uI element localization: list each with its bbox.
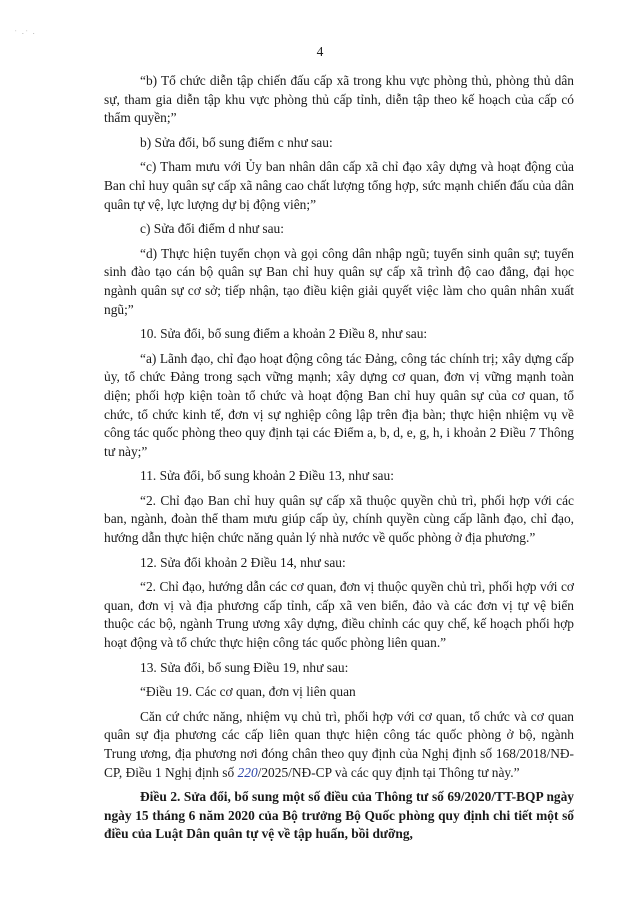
item-13-heading: 13. Sửa đổi, bổ sung Điều 19, như sau: [140,659,349,675]
handwritten-decree-number: 220 [237,764,258,780]
article-19-text-after: /2025/NĐ-CP và các quy định tại Thông tư này.” [257,764,520,780]
item-10-quote: “a) Lãnh đạo, chỉ đạo hoạt động công tác Đảng, công tác chính trị; xây dựng cấp ủy, tổ chức Đảng trong sạch vững mạnh; xây dựng cơ quan, đơn vị vững mạnh toàn diện; phối hợp kiện toàn tổ chức và hoạt động Ban chỉ huy quân sự của cơ quan, tổ chức, tổ chức kinh tế, đơn vị sự nghiệp công lập trên địa bàn; thực hiện nhiệm vụ về công tác quốc phòng theo quy định tại các Điểm a, b, d, e, g, h, i khoản 2 Điều 7 Thông tư này;” [104,350,574,459]
item-11-heading: 11. Sửa đổi, bổ sung khoản 2 Điều 13, như sau: [140,468,394,484]
item-12-heading: 12. Sửa đổi khoản 2 Điều 14, như sau: [140,554,346,570]
page-number: 4 [316,44,324,59]
paragraph-c-amend: c) Sửa đổi điểm d như sau: [140,221,284,237]
item-11-quote: “2. Chỉ đạo Ban chỉ huy quân sự cấp xã thuộc quyền chủ trì, phối hợp với các ban, ngành, đoàn thể tham mưu giúp cấp ủy, chính quyền cùng cấp lãnh đạo, chỉ đạo, hướng dẫn thực hiện chức năng quản lý nhà nước về quốc phòng ở địa phương.” [104,492,574,546]
article-19-text-before: Căn cứ chức năng, nhiệm vụ chủ trì, phối hợp với cơ quan, tổ chức và cơ quan quân sự địa phương các cấp liên quan thực hiện công tác quốc phòng ở bộ, ngành Trung ương, địa phương nơi đóng chân theo quy định của Nghị định số 168/2018/NĐ-CP, Điều 1 Nghị định số [104,708,574,780]
document-body [104,72,574,850]
article-19-title: “Điều 19. Các cơ quan, đơn vị liên quan [140,684,356,700]
article-2-heading: Điều 2. Sửa đổi, bổ sung một số điều của Thông tư số 69/2020/TT-BQP ngày ngày 15 tháng 6 năm 2020 của Bộ trưởng Bộ Quốc phòng quy định chi tiết một số điều của Luật Dân quân tự vệ về tập huấn, bồi dưỡng, [104,789,574,842]
item-10-heading: 10. Sửa đổi, bổ sung điểm a khoản 2 Điều 8, như sau: [140,326,428,342]
paragraph-b-quote: “b) Tổ chức diễn tập chiến đấu cấp xã trong khu vực phòng thủ, phòng thủ dân sự, tham gia diễn tập khu vực phòng thủ cấp tỉnh, diễn tập theo kế hoạch của cấp có thẩm quyền;” [104,73,574,126]
article-19-body [104,708,574,782]
paragraph-b-amend: b) Sửa đổi, bổ sung điểm c như sau: [140,134,333,150]
paragraph-d-quote: “d) Thực hiện tuyển chọn và gọi công dân nhập ngũ; tuyển sinh quân sự; tuyển sinh đào tạo cán bộ quân sự Ban chỉ huy quân sự cấp xã trình độ cao đẳng, đại học ngành quân sự cơ sở; tiếp nhận, tạo điều kiện giải quyết việc làm cho quân nhân xuất ngũ;” [104,245,574,317]
paragraph-c-quote: “c) Tham mưu với Ủy ban nhân dân cấp xã chỉ đạo xây dựng và hoạt động của Ban chỉ huy quân sự cấp xã nâng cao chất lượng tổng hợp, sức mạnh chiến đấu của dân quân tự vệ, lực lượng dự bị động viên;” [104,159,574,212]
item-12-quote: “2. Chỉ đạo, hướng dẫn các cơ quan, đơn vị thuộc quyền chủ trì, phối hợp với cơ quan, đơn vị và địa phương cấp tỉnh, cấp xã ven biển, đảo và các đơn vị tự vệ biển thuộc các bộ, ngành Trung ương xây dựng, điều chỉnh các quy chế, kế hoạch phối hợp hoạt động và tổ chức thực hiện công tác quốc phòng liên quan.” [104,579,574,651]
scan-artifact: ˙ ·˙ · [14,30,36,38]
